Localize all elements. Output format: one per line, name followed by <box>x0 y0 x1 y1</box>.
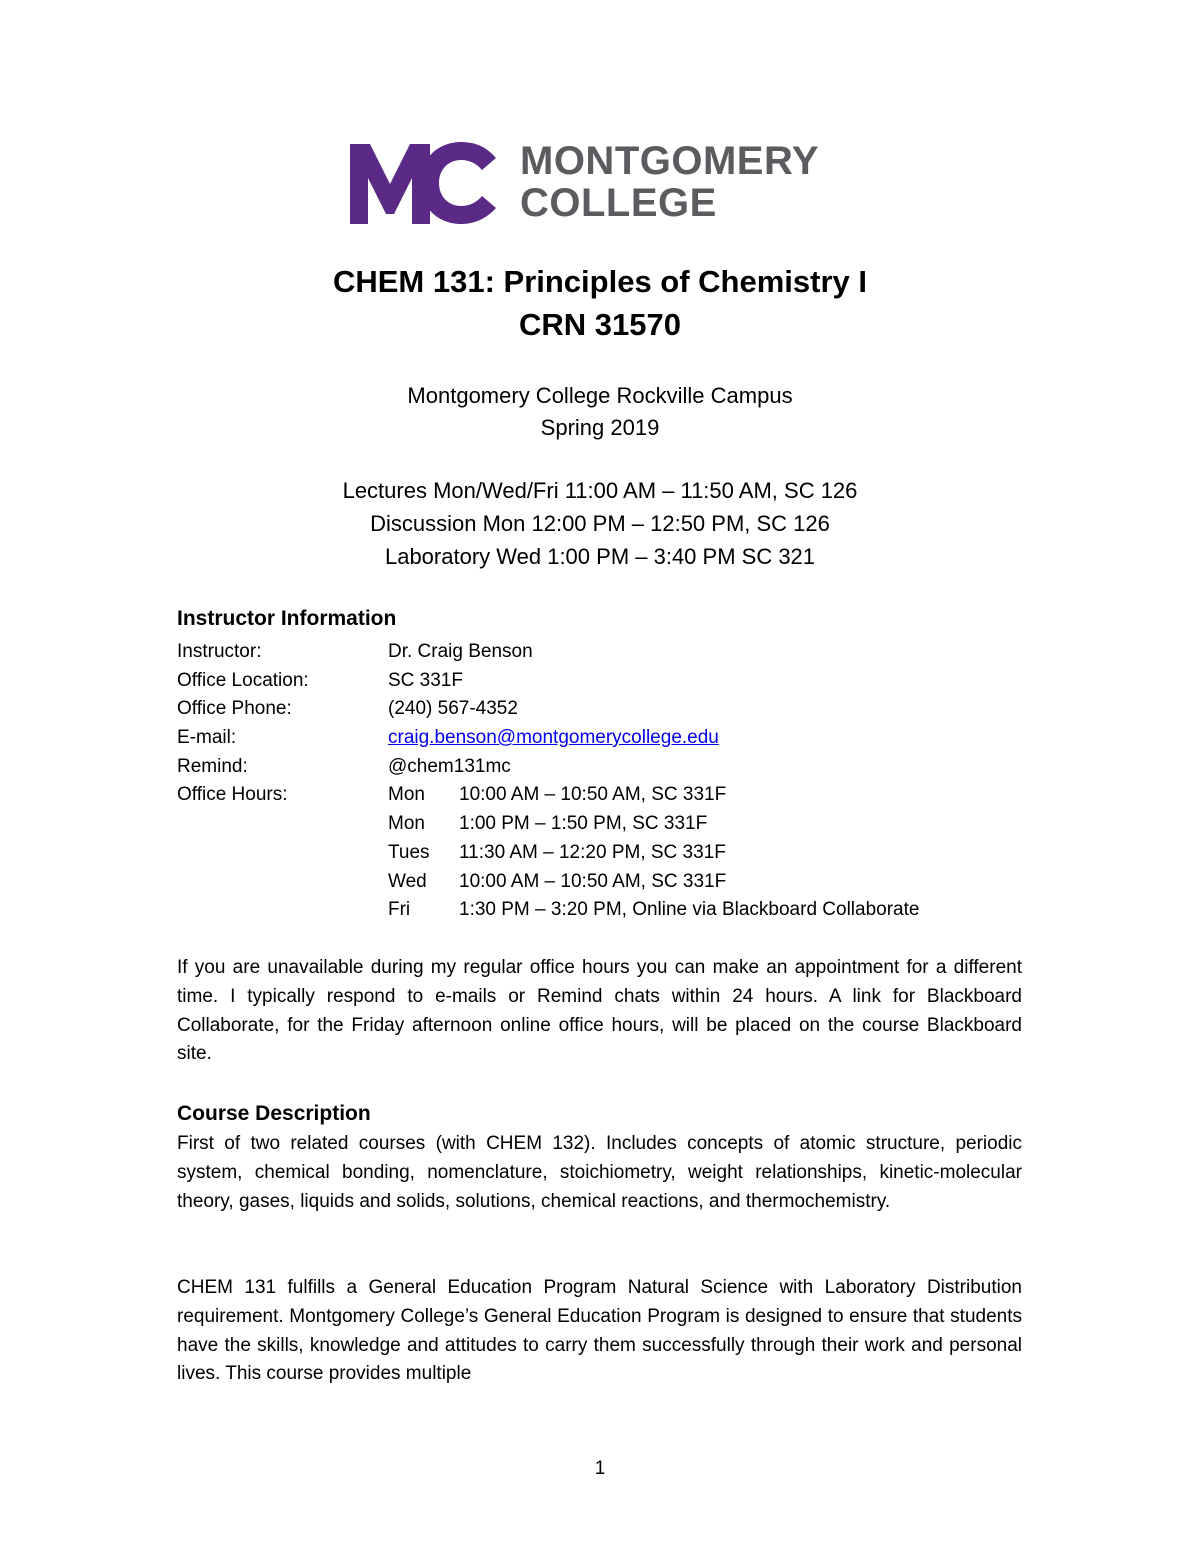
instructor-name: Dr. Craig Benson <box>388 641 533 662</box>
office-hours-time: 1:30 PM – 3:20 PM, Online via Blackboard Collaborate <box>459 899 920 921</box>
office-hours-label: Office Hours: <box>177 784 288 806</box>
discussion-schedule: Discussion Mon 12:00 PM – 12:50 PM, SC 126 <box>370 511 830 536</box>
office-hours-day: Tues <box>388 841 430 863</box>
course-description-paragraph-2: CHEM 131 fulfills a General Education Program Natural Science with Laboratory Distribution requirement. Montgomery College’s General Education Program is designed to ensure that students have the skills, knowledge and attitudes to carry them successfully through their work and personal lives. This course provides multiple <box>177 1277 1022 1385</box>
info-label: Remind: <box>177 755 248 777</box>
info-label: E-mail: <box>177 727 237 749</box>
college-logo <box>348 140 848 226</box>
office-hours-time: 10:00 AM – 10:50 AM, SC 331F <box>459 784 727 806</box>
mc-logo-mark <box>348 140 498 226</box>
office-hours-day: Wed <box>388 870 427 892</box>
email-link[interactable]: craig.benson@montgomerycollege.edu <box>388 727 719 749</box>
logo-line-1: MONTGOMERY <box>520 139 820 183</box>
course-title: CHEM 131: Principles of Chemistry I <box>332 264 868 299</box>
office-hours-day: Fri <box>388 899 411 921</box>
info-label: Office Phone: <box>177 698 292 720</box>
office-phone: (240) 567-4352 <box>388 698 518 720</box>
office-hours-day: Mon <box>388 784 425 806</box>
remind-handle: @chem131mc <box>388 755 511 777</box>
term: Spring 2019 <box>540 415 660 440</box>
lab-schedule: Laboratory Wed 1:00 PM – 3:40 PM SC 321 <box>384 544 816 569</box>
course-description-paragraph-1: First of two related courses (with CHEM 132). Includes concepts of atomic structure, periodic system, chemical bonding, nomenclature, stoichiometry, weight relationships, kinetic-molecular theory, gases, liquids and solids, solutions, chemical reactions, and thermochemistry. <box>177 1133 1022 1212</box>
logo-line-2: COLLEGE <box>520 181 717 225</box>
office-hours-time: 10:00 AM – 10:50 AM, SC 331F <box>459 870 727 892</box>
instructor-info-heading: Instructor Information <box>177 607 397 630</box>
campus-name: Montgomery College Rockville Campus <box>407 383 793 408</box>
office-hours-day: Mon <box>388 813 425 835</box>
office-location: SC 331F <box>388 669 463 691</box>
office-hours-time: 1:00 PM – 1:50 PM, SC 331F <box>459 813 708 835</box>
course-description-heading: Course Description <box>177 1102 371 1125</box>
office-hours-note: If you are unavailable during my regular office hours you can make an appointment for a different time. I typically respond to e-mails or Remind chats within 24 hours. A link for Blackboard Collaborate, for the Friday afternoon online office hours, will be placed on the course Blackboard site. <box>177 957 1022 1065</box>
lecture-schedule: Lectures Mon/Wed/Fri 11:00 AM – 11:50 AM, SC 126 <box>342 478 858 503</box>
office-hours-time: 11:30 AM – 12:20 PM, SC 331F <box>459 841 726 863</box>
course-crn: CRN 31570 <box>519 307 681 342</box>
logo-wordmark <box>520 140 819 224</box>
info-label: Office Location: <box>177 669 309 691</box>
info-label: Instructor: <box>177 641 262 662</box>
page-number: 1 <box>594 1458 606 1479</box>
